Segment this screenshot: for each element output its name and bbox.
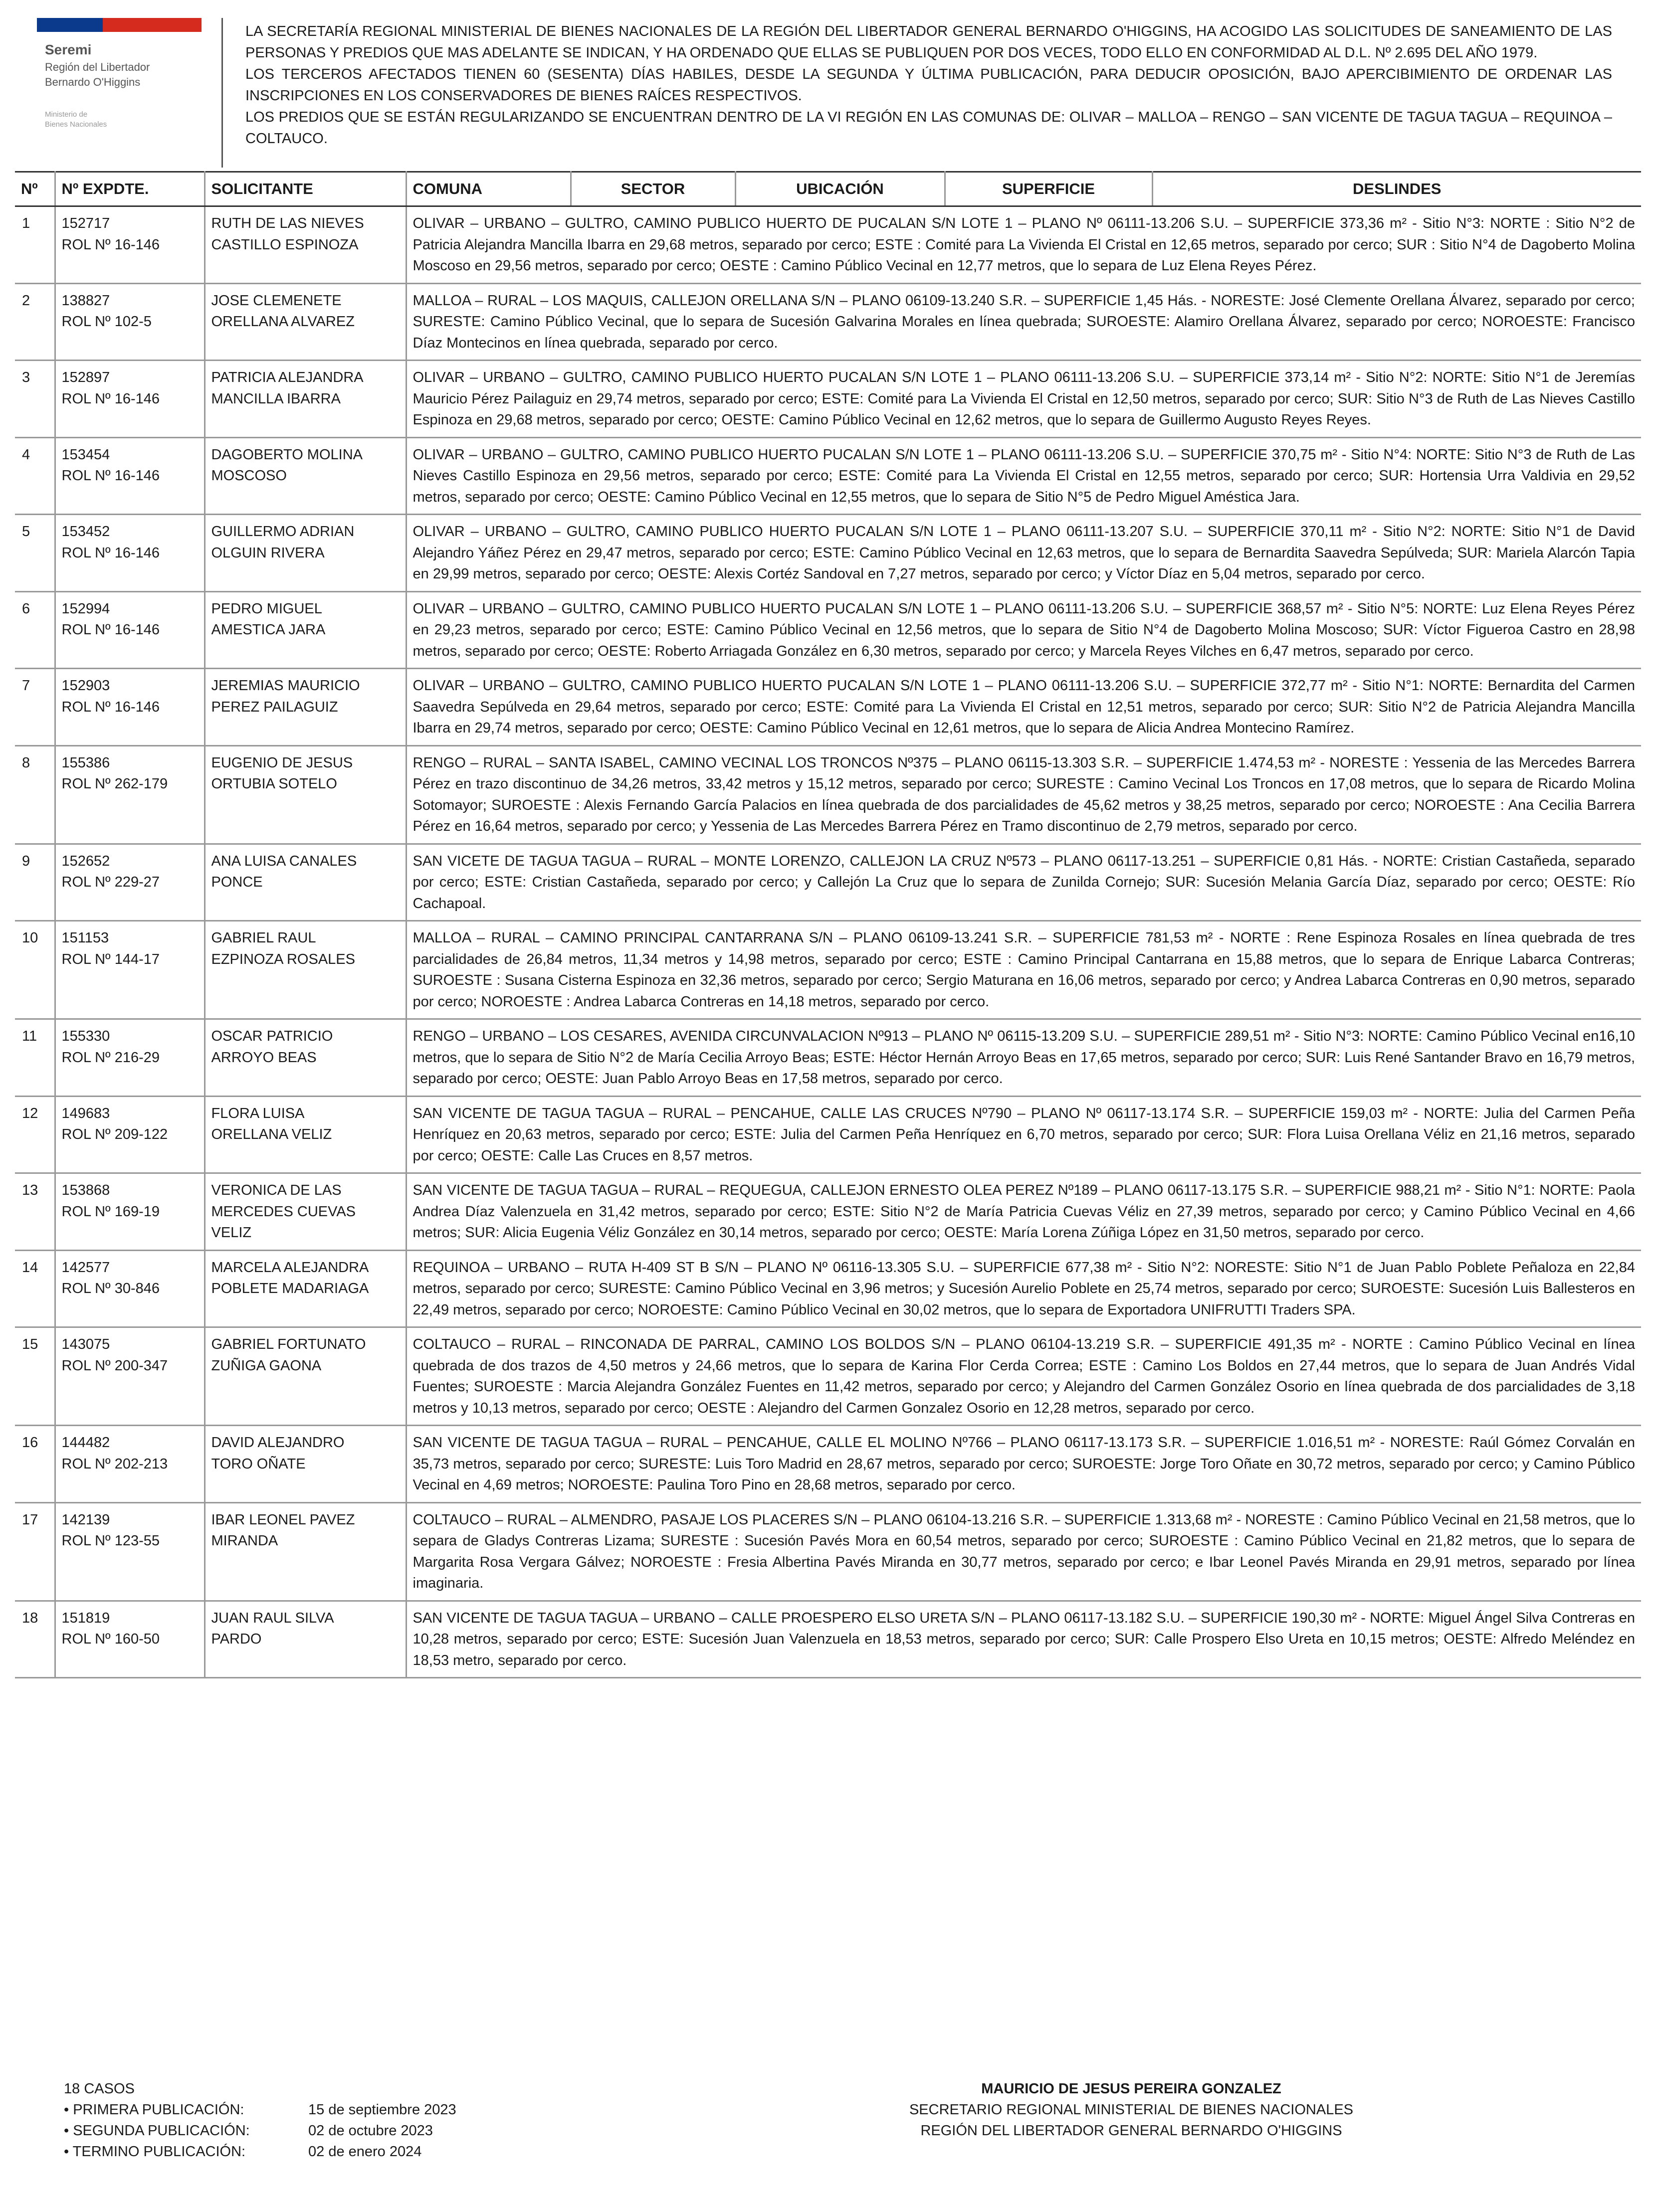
expdte-number: 152994 [61, 600, 110, 617]
row-number: 3 [15, 361, 55, 438]
pub-row-1 [64, 2099, 613, 2120]
expdte-number: 155330 [61, 1028, 110, 1044]
rol-number: ROL Nº 202-213 [61, 1456, 168, 1472]
pub2-date: 02 de octubre 2023 [308, 2123, 433, 2139]
solicitante-line: TORO OÑATE [211, 1456, 306, 1472]
row-description: SAN VICENTE DE TAGUA TAGUA – RURAL – PENCAHUE, CALLE LAS CRUCES Nº790 – PLANO Nº 06117-13.174 S.R. – SUPERFICIE 159,03 m² - NORTE: Julia del Carmen Peña Henríquez en 20,63 metros, separado por cerco; ESTE: Julia del Carmen Peña Henríquez en 6,70 metros, separado por cerco; SUR: Flora Luisa Orellana Véliz en 21,16 metros, separado por cerco; OESTE: Calle Las Cruces en 8,57 metros. [406, 1096, 1641, 1173]
row-description: SAN VICETE DE TAGUA TAGUA – RURAL – MONTE LORENZO, CALLEJON LA CRUZ Nº573 – PLANO 06117-13.251 – SUPERFICIE 0,81 Hás. - NORTE: Cristian Castañeda, separado por cerco; ESTE: Cristian Castañeda, separado por cerco; y Callejón La Cruz que lo separa de Zunilda Cornejo; SUR: Sucesión Melania García Díaz, separado por cerco; OESTE: Río Cachapoal. [406, 844, 1641, 921]
row-solicitante [205, 1502, 406, 1601]
row-number: 1 [15, 206, 55, 284]
row-description: RENGO – URBANO – LOS CESARES, AVENIDA CIRCUNVALACION Nº913 – PLANO Nº 06115-13.209 S.U. – SUPERFICIE 289,51 m² - Sitio N°3: NORTE: Camino Público Vecinal en16,10 metros, que lo separa de Sitio N°2 de María Cecilia Arroyo Beas; ESTE: Héctor Hernán Arroyo Beas en 17,65 metros, separado por cerco; SUR: Luis René Santander Bravo en 16,79 metros, separado por cerco; OESTE: Juan Pablo Arroyo Beas en 17,58 metros, separado por cerco. [406, 1019, 1641, 1097]
rol-number: ROL Nº 262-179 [61, 776, 168, 792]
solicitante-line: MIRANDA [211, 1533, 278, 1549]
solicitante-line: VERONICA DE LAS [211, 1182, 342, 1198]
solicitante-line: JEREMIAS MAURICIO [211, 678, 360, 694]
intro-paragraph-2: LOS TERCEROS AFECTADOS TIENEN 60 (SESENTA) DÍAS HABILES, DESDE LA SEGUNDA Y ÚLTIMA PUBLICACIÓN, PARA DEDUCIR OPOSICIÓN, BAJO APERCIBIMIENTO DE ORDENAR LAS INSCRIPCIONES EN LOS CONSERVADORES DE BIENES RAÍCES RESPECTIVOS. [245, 66, 1612, 104]
row-description: COLTAUCO – RURAL – ALMENDRO, PASAJE LOS PLACERES S/N – PLANO 06104-13.216 S.R. – SUPERFICIE 1.313,68 m² - NORESTE : Camino Público Vecinal en 21,58 metros, que lo separa de Gladys Contreras Lizama; SURESTE : Sucesión Pavés Mora en 60,54 metros, separado por cerco; SUROESTE : Camino Público Vecinal en 21,82 metros, que lo separa de Margarita Rosa Vergara Gálvez; NOROESTE : Fresia Albertina Pavés Miranda en 30,77 metros, separado por cerco; e Ibar Leonel Pavés Miranda en 29,91 metros, separado por línea imaginaria. [406, 1502, 1641, 1601]
row-solicitante [205, 745, 406, 844]
logo-ministry-line2: Bienes Nacionales [45, 120, 107, 129]
rol-number: ROL Nº 30-846 [61, 1281, 160, 1296]
logo-ministry [45, 110, 195, 130]
rol-number: ROL Nº 229-27 [61, 874, 160, 890]
expdte-number: 152717 [61, 215, 110, 231]
row-solicitante [205, 1426, 406, 1503]
pub1-date: 15 de septiembre 2023 [308, 2102, 456, 2118]
rol-number: ROL Nº 169-19 [61, 1203, 160, 1220]
pub1-label: • PRIMERA PUBLICACIÓN: [64, 2102, 244, 2118]
case-count: 18 CASOS [64, 2081, 135, 2097]
row-description: SAN VICENTE DE TAGUA TAGUA – RURAL – PENCAHUE, CALLE EL MOLINO Nº766 – PLANO 06117-13.173 S.R. – SUPERFICIE 1.016,51 m² - NORESTE: Raúl Gómez Corvalán en 35,73 metros, separado por cerco; SURESTE: Luis Toro Madrid en 28,67 metros, separado por cerco; SUROESTE: Jorge Toro Oñate en 30,72 metros, separado por cerco; y Camino Público Vecinal en 4,69 metros; NOROESTE: Paulina Toro Pino en 28,68 metros, separado por cerco. [406, 1426, 1641, 1503]
solicitante-line: EUGENIO DE JESUS [211, 754, 353, 771]
solicitante-line: MANCILLA IBARRA [211, 390, 341, 407]
header-num: Nº [15, 172, 55, 206]
table-header [15, 172, 1641, 206]
table-row [15, 1250, 1641, 1327]
expdte-number: 138827 [61, 292, 110, 309]
header-comuna: COMUNA [406, 172, 571, 206]
row-description: OLIVAR – URBANO – GULTRO, CAMINO PUBLICO HUERTO DE PUCALAN S/N LOTE 1 – PLANO Nº 06111-13.206 S.U. – SUPERFICIE 373,36 m² - Sitio N°3: NORTE : Sitio N°2 de Patricia Alejandra Mancilla Ibarra en 29,68 metros, separado por cerco; ESTE : Comité para La Vivienda El Cristal en 12,65 metros, separado por cerco; SUR : Sitio N°4 de Dagoberto Molina Moscoso en 29,56 metros, separado por cerco; OESTE : Camino Público Vecinal en 12,77 metros, que lo separa de Luz Elena Reyes Pérez. [406, 206, 1641, 284]
row-description: RENGO – RURAL – SANTA ISABEL, CAMINO VECINAL LOS TRONCOS Nº375 – PLANO 06115-13.303 S.R. – SUPERFICIE 1.474,53 m² - NORESTE : Yessenia de las Mercedes Barrera Pérez en trazo discontinuo de 34,26 metros, 33,42 metros y 15,12 metros, separado por cerco; SURESTE : Camino Vecinal Los Troncos en 17,08 metros, que lo separa de Ricardo Molina Sotomayor; SUROESTE : Alexis Fernando García Palacios en línea quebrada de dos parcialidades de 45,62 metros y 38,25 metros, separado por cerco; NOROESTE : Ana Cecilia Barrera Pérez en 16,64 metros, separado por cerco; y Yessenia de Las Mercedes Barrera Pérez en Tramo discontinuo de 2,79 metros, separado por cerco. [406, 745, 1641, 844]
row-solicitante [205, 1327, 406, 1426]
row-description: OLIVAR – URBANO – GULTRO, CAMINO PUBLICO HUERTO PUCALAN S/N LOTE 1 – PLANO 06111-13.206 S.U. – SUPERFICIE 372,77 m² - Sitio N°1: NORTE: Bernardita del Carmen Saavedra Sepúlveda en 29,64 metros, separado por cerco; ESTE: Comité para La Vivienda El Cristal en 12,51 metros, separado por cerco; SUR: Sitio N°2 de Patricia Alejandra Mancilla Ibarra en 29,74 metros, separado por cerco; OESTE: Camino Público Vecinal en 12,61 metros, que lo separa de Alicia Andrea Montecino Ramírez. [406, 669, 1641, 746]
signature-block [732, 2078, 1530, 2141]
row-number: 18 [15, 1601, 55, 1678]
row-description: OLIVAR – URBANO – GULTRO, CAMINO PUBLICO HUERTO PUCALAN S/N LOTE 1 – PLANO 06111-13.206 S.U. – SUPERFICIE 373,14 m² - Sitio N°2: NORTE: Sitio N°1 de Jeremías Mauricio Pérez Pailaguiz en 29,74 metros, separado por cerco; ESTE: Comité para La Vivienda El Cristal en 12,50 metros, separado por cerco; SUR: Sitio N°3 de Ruth de Las Nieves Castillo Espinoza en 29,68 metros, separado por cerco; OESTE: Camino Público Vecinal en 12,62 metros, que lo separa de Guillermo Augusto Reyes Reyes. [406, 361, 1641, 438]
row-solicitante [205, 669, 406, 746]
row-expdte [55, 1096, 205, 1173]
row-expdte [55, 669, 205, 746]
pub-row-2 [64, 2120, 613, 2141]
table-row [15, 1502, 1641, 1601]
row-description: REQUINOA – URBANO – RUTA H-409 ST B S/N – PLANO Nº 06116-13.305 S.U. – SUPERFICIE 677,38 m² - Sitio N°2: NORESTE: Sitio N°1 de Juan Pablo Poblete Peñaloza en 22,84 metros, separado por cerco; SURESTE: Camino Público Vecinal en 3,96 metros; y Sucesión Aurelio Poblete en 25,74 metros, separado por cerco; SUROESTE: Sucesión Luis Ballesteros en 22,49 metros, separado por cerco; NOROESTE: Camino Público Vecinal en 30,02 metros, que lo separa de Exportadora UNIFRUTTI Traders SPA. [406, 1250, 1641, 1327]
row-expdte [55, 745, 205, 844]
solicitante-line: JUAN RAUL SILVA [211, 1610, 334, 1626]
signer-name: MAURICIO DE JESUS PEREIRA GONZALEZ [981, 2081, 1281, 2097]
rol-number: ROL Nº 144-17 [61, 951, 160, 967]
signer-title: SECRETARIO REGIONAL MINISTERIAL DE BIENES NACIONALES [909, 2102, 1354, 2118]
row-number: 4 [15, 437, 55, 515]
header-ubicacion: UBICACIÓN [735, 172, 945, 206]
flag-red [103, 18, 202, 32]
expdte-number: 153868 [61, 1182, 110, 1198]
row-number: 14 [15, 1250, 55, 1327]
table-row [15, 515, 1641, 592]
intro-paragraph-1: LA SECRETARÍA REGIONAL MINISTERIAL DE BIENES NACIONALES DE LA REGIÓN DEL LIBERTADOR GENERAL BERNARDO O'HIGGINS, HA ACOGIDO LAS SOLICITUDES DE SANEAMIENTO DE LAS PERSONAS Y PREDIOS QUE MAS ADELANTE SE INDICAN, Y HA ORDENADO QUE ELLAS SE PUBLIQUEN POR DOS VECES, TODO ELLO EN CONFORMIDAD AL D.L. Nº 2.695 DEL AÑO 1979. [245, 23, 1612, 61]
expdte-number: 149683 [61, 1105, 110, 1121]
header-superficie: SUPERFICIE [945, 172, 1152, 206]
solicitante-line: GUILLERMO ADRIAN [211, 524, 355, 540]
flag-blue [37, 18, 103, 32]
row-solicitante [205, 1250, 406, 1327]
row-description: COLTAUCO – RURAL – RINCONADA DE PARRAL, CAMINO LOS BOLDOS S/N – PLANO 06104-13.219 S.R. – SUPERFICIE 491,35 m² - NORTE : Camino Público Vecinal en línea quebrada de dos trazos de 4,50 metros y 24,66 metros, que lo separa de Karina Flor Cerda Correa; ESTE : Camino Los Boldos en 27,44 metros, que lo separa de Juan Andrés Vidal Fuentes; SUROESTE : Marcia Alejandra González Fuentes en 11,42 metros, separado por cerco; y Alejandro del Carmen González Osorio en línea quebrada de dos parcialidades de 3,18 metros y 10,13 metros, separado por cerco; OESTE : Alejandro del Carmen Gonzalez Osorio en 12,28 metros, separado por cerco. [406, 1327, 1641, 1426]
row-description: SAN VICENTE DE TAGUA TAGUA – URBANO – CALLE PROESPERO ELSO URETA S/N – PLANO 06117-13.182 S.U. – SUPERFICIE 190,30 m² - NORTE: Miguel Ángel Silva Contreras en 10,28 metros, separado por cerco; ESTE: Sucesión Juan Valenzuela en 18,53 metros, separado por cerco; SUR: Calle Prospero Elso Ureta en 10,15 metros; OESTE: Alfredo Meléndez en 18,53 metro, separado por cerco. [406, 1601, 1641, 1678]
table-row [15, 1327, 1641, 1426]
table-row [15, 1019, 1641, 1097]
solicitante-line: MARCELA ALEJANDRA [211, 1259, 369, 1276]
expdte-number: 155386 [61, 754, 110, 771]
header-divider [221, 18, 223, 168]
table-row [15, 283, 1641, 361]
expdte-number: 151153 [61, 930, 109, 946]
row-solicitante [205, 1173, 406, 1251]
row-number: 9 [15, 844, 55, 921]
publication-info [64, 2078, 613, 2162]
table-row [15, 1426, 1641, 1503]
solicitante-line: EZPINOZA ROSALES [211, 951, 355, 967]
rol-number: ROL Nº 16-146 [61, 236, 160, 253]
rol-number: ROL Nº 200-347 [61, 1357, 168, 1374]
solicitante-line: ORTUBIA SOTELO [211, 776, 337, 792]
expdte-number: 152652 [61, 853, 110, 869]
table-row [15, 437, 1641, 515]
row-description: MALLOA – RURAL – CAMINO PRINCIPAL CANTARRANA S/N – PLANO 06109-13.241 S.R. – SUPERFICIE 781,53 m² - NORTE : Rene Espinoza Rosales en línea quebrada de tres parcialidades de 26,84 metros, 11,34 metros y 14,98 metros, separado por cerco; ESTE : Camino Principal Cantarrana en 15,88 metros, que lo separa de Enrique Labarca Contreras; SUROESTE : Susana Cisterna Espinoza en 32,36 metros, separado por cerco; Sergio Maturana en 16,06 metros, separado por cerco; y Andrea Labarca Contreras en 0,90 metros, separado por cerco; NOROESTE : Andrea Labarca Contreras en 14,18 metros, separado por cerco. [406, 921, 1641, 1019]
rol-number: ROL Nº 16-146 [61, 699, 160, 715]
expdte-number: 153452 [61, 524, 110, 540]
row-number: 17 [15, 1502, 55, 1601]
rol-number: ROL Nº 102-5 [61, 314, 152, 330]
row-expdte [55, 1173, 205, 1251]
solicitante-line: GABRIEL FORTUNATO [211, 1336, 366, 1352]
expdte-number: 143075 [61, 1336, 110, 1352]
solicitante-line: PARDO [211, 1631, 262, 1647]
rol-number: ROL Nº 160-50 [61, 1631, 160, 1647]
expdte-number: 151819 [61, 1610, 110, 1626]
row-expdte [55, 283, 205, 361]
pub3-date: 02 de enero 2024 [308, 2144, 422, 2160]
row-solicitante [205, 1096, 406, 1173]
rol-number: ROL Nº 216-29 [61, 1049, 160, 1066]
header-deslindes: DESLINDES [1152, 172, 1641, 206]
signer-region: REGIÓN DEL LIBERTADOR GENERAL BERNARDO O'HIGGINS [920, 2123, 1342, 2139]
table-row [15, 206, 1641, 284]
logo-title: Seremi [45, 42, 92, 57]
row-expdte [55, 1250, 205, 1327]
solicitante-line: PEDRO MIGUEL [211, 600, 322, 617]
row-description: OLIVAR – URBANO – GULTRO, CAMINO PUBLICO HUERTO PUCALAN S/N LOTE 1 – PLANO 06111-13.207 S.U. – SUPERFICIE 370,11 m² - Sitio N°2: NORTE: Sitio N°1 de David Alejandro Yáñez Pérez en 29,47 metros, separado por cerco; ESTE: Camino Público Vecinal en 12,63 metros, que lo separa de Bernardita Saavedra Sepúlveda; SUR: Mariela Alarcón Tapia en 29,99 metros, separado por cerco; OESTE: Alexis Cortéz Sandoval en 7,27 metros, separado por cerco; y Víctor Díaz en 5,04 metros, separado por cerco. [406, 515, 1641, 592]
row-number: 13 [15, 1173, 55, 1251]
row-expdte [55, 206, 205, 284]
solicitante-line: ORELLANA ALVAREZ [211, 314, 355, 330]
expdte-number: 152897 [61, 369, 110, 385]
row-solicitante [205, 921, 406, 1019]
solicitante-line: ARROYO BEAS [211, 1049, 317, 1066]
row-expdte [55, 437, 205, 515]
solicitante-line: PONCE [211, 874, 263, 890]
row-solicitante [205, 1019, 406, 1097]
row-number: 6 [15, 591, 55, 669]
table-row [15, 1096, 1641, 1173]
solicitante-line: VELIZ [211, 1225, 252, 1241]
table-row [15, 921, 1641, 1019]
rol-number: ROL Nº 123-55 [61, 1533, 160, 1549]
row-solicitante [205, 206, 406, 284]
row-number: 16 [15, 1426, 55, 1503]
row-expdte [55, 1601, 205, 1678]
table-row [15, 745, 1641, 844]
solicitante-line: CASTILLO ESPINOZA [211, 236, 359, 253]
rol-number: ROL Nº 209-122 [61, 1126, 168, 1142]
table-row [15, 361, 1641, 438]
solicitante-line: ZUÑIGA GAONA [211, 1357, 322, 1374]
row-number: 8 [15, 745, 55, 844]
solicitante-line: DAVID ALEJANDRO [211, 1435, 345, 1451]
expdte-number: 142139 [61, 1511, 110, 1528]
rol-number: ROL Nº 16-146 [61, 468, 160, 484]
row-description: SAN VICENTE DE TAGUA TAGUA – RURAL – REQUEGUA, CALLEJON ERNESTO OLEA PEREZ Nº189 – PLANO 06117-13.175 S.R. – SUPERFICIE 988,21 m² - Sitio N°1: NORTE: Paola Andrea Díaz Valenzuela en 31,42 metros, separado por cerco; ESTE: Sitio N°2 de María Patricia Cuevas Véliz en 27,39 metros, separado por cerco; y Camino Público Vecinal en 4,66 metros; SUR: Alicia Eugenia Véliz González en 30,14 metros, separado por cerco; OESTE: María Lorena Zúñiga López en 31,50 metros, separado por cerco. [406, 1173, 1641, 1251]
logo-subtitle-line1: Región del Libertador [45, 61, 150, 73]
solicitante-line: GABRIEL RAUL [211, 930, 316, 946]
logo-subtitle-line2: Bernardo O'Higgins [45, 76, 141, 88]
table-row [15, 1601, 1641, 1678]
intro-text [245, 21, 1612, 150]
row-expdte [55, 1019, 205, 1097]
solicitante-line: RUTH DE LAS NIEVES [211, 215, 364, 231]
solicitante-line: DAGOBERTO MOLINA [211, 446, 363, 463]
row-solicitante [205, 437, 406, 515]
logo-subtitle [45, 60, 209, 90]
table-row [15, 1173, 1641, 1251]
row-number: 5 [15, 515, 55, 592]
solicitante-line: ORELLANA VELIZ [211, 1126, 332, 1142]
solicitante-line: IBAR LEONEL PAVEZ [211, 1511, 355, 1528]
solicitante-line: MOSCOSO [211, 468, 287, 484]
row-expdte [55, 921, 205, 1019]
solicitante-line: OSCAR PATRICIO [211, 1028, 333, 1044]
solicitante-line: PEREZ PAILAGUIZ [211, 699, 338, 715]
intro-paragraph-3: LOS PREDIOS QUE SE ESTÁN REGULARIZANDO SE ENCUENTRAN DENTRO DE LA VI REGIÓN EN LAS COMUNAS DE: OLIVAR – MALLOA – RENGO – SAN VICENTE DE TAGUA TAGUA – REQUINOA – COLTAUCO. [245, 109, 1612, 147]
row-number: 12 [15, 1096, 55, 1173]
row-solicitante [205, 591, 406, 669]
row-expdte [55, 1426, 205, 1503]
row-solicitante [205, 844, 406, 921]
row-solicitante [205, 283, 406, 361]
row-expdte [55, 591, 205, 669]
expdte-number: 152903 [61, 678, 110, 694]
row-number: 15 [15, 1327, 55, 1426]
row-expdte [55, 361, 205, 438]
row-solicitante [205, 361, 406, 438]
row-description: OLIVAR – URBANO – GULTRO, CAMINO PUBLICO HUERTO PUCALAN S/N LOTE 1 – PLANO 06111-13.206 S.U. – SUPERFICIE 368,57 m² - Sitio N°5: NORTE: Luz Elena Reyes Pérez en 29,23 metros, separado por cerco; ESTE: Camino Público Vecinal en 12,56 metros, que lo separa de Sitio N°4 de Dagoberto Molina Moscoso; SUR: Víctor Figueroa Castro en 28,98 metros, separado por cerco; OESTE: Roberto Arriagada González en 6,30 metros, separado por cerco; y Marcela Reyes Vilches en 6,47 metros, separado por cerco. [406, 591, 1641, 669]
header-expdte: Nº EXPDTE. [55, 172, 205, 206]
rol-number: ROL Nº 16-146 [61, 545, 160, 561]
solicitante-line: AMESTICA JARA [211, 622, 326, 638]
row-solicitante [205, 1601, 406, 1678]
seremi-logo [34, 15, 208, 140]
cases-table-wrap [15, 171, 1641, 1678]
row-expdte [55, 844, 205, 921]
header-solicitante: SOLICITANTE [205, 172, 406, 206]
pub-row-3 [64, 2141, 613, 2162]
logo-ministry-line1: Ministerio de [45, 110, 88, 119]
table-row [15, 844, 1641, 921]
table-row [15, 591, 1641, 669]
solicitante-line: ANA LUISA CANALES [211, 853, 357, 869]
cases-table [15, 171, 1641, 1678]
expdte-number: 142577 [61, 1259, 110, 1276]
row-number: 11 [15, 1019, 55, 1097]
rol-number: ROL Nº 16-146 [61, 622, 160, 638]
header-sector: SECTOR [571, 172, 735, 206]
row-number: 10 [15, 921, 55, 1019]
solicitante-line: MERCEDES CUEVAS [211, 1203, 356, 1220]
table-row [15, 669, 1641, 746]
solicitante-line: OLGUIN RIVERA [211, 545, 325, 561]
solicitante-line: FLORA LUISA [211, 1105, 305, 1121]
row-expdte [55, 1327, 205, 1426]
row-description: MALLOA – RURAL – LOS MAQUIS, CALLEJON ORELLANA S/N – PLANO 06109-13.240 S.R. – SUPERFICIE 1,45 Hás. - NORESTE: José Clemente Orellana Álvarez, separado por cerco; SURESTE: Camino Público Vecinal, que lo separa de Sucesión Galvarina Morales en línea quebrada; SUROESTE: Alamiro Orellana Álvarez, separado por cerco; NOROESTE: Francisco Díaz Montecinos en línea quebrada, separado por cerco. [406, 283, 1641, 361]
solicitante-line: PATRICIA ALEJANDRA [211, 369, 364, 385]
pub2-label: • SEGUNDA PUBLICACIÓN: [64, 2123, 250, 2139]
expdte-number: 144482 [61, 1435, 110, 1451]
row-number: 2 [15, 283, 55, 361]
solicitante-line: JOSE CLEMENETE [211, 292, 342, 309]
pub3-label: • TERMINO PUBLICACIÓN: [64, 2144, 246, 2160]
row-solicitante [205, 515, 406, 592]
row-description: OLIVAR – URBANO – GULTRO, CAMINO PUBLICO HUERTO PUCALAN S/N LOTE 1 – PLANO 06111-13.206 S.U. – SUPERFICIE 370,75 m² - Sitio N°4: NORTE: Sitio N°3 de Ruth de Las Nieves Castillo Espinoza en 29,56 metros, separado por cerco; ESTE: Comité para La Vivienda El Cristal en 12,55 metros, separado por cerco; SUR: Hortensia Urra Valdivia en 29,52 metros, separado por cerco; OESTE: Camino Público Vecinal en 12,55 metros, que lo separa de Sitio N°5 de Pedro Miguel Améstica Jara. [406, 437, 1641, 515]
row-number: 7 [15, 669, 55, 746]
rol-number: ROL Nº 16-146 [61, 390, 160, 407]
row-expdte [55, 515, 205, 592]
row-expdte [55, 1502, 205, 1601]
expdte-number: 153454 [61, 446, 110, 463]
solicitante-line: POBLETE MADARIAGA [211, 1281, 369, 1296]
flag-stripe [37, 18, 202, 32]
